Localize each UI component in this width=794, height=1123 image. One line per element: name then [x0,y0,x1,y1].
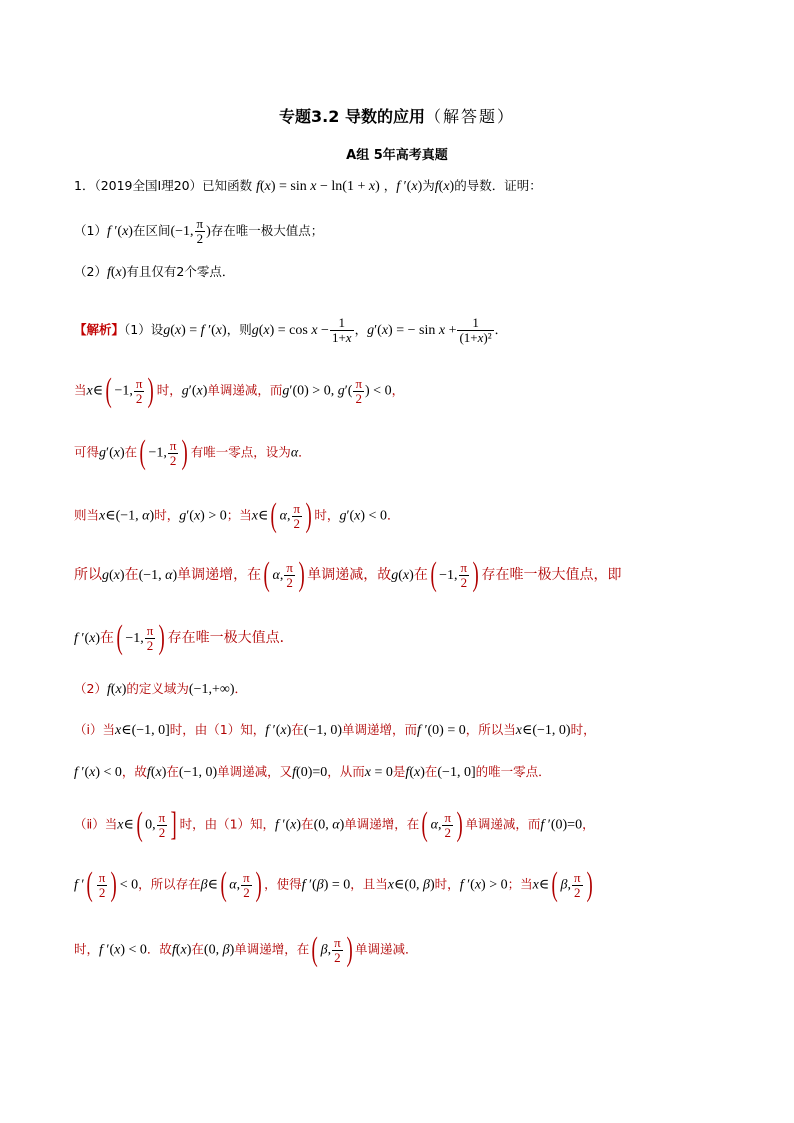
problem-line: 1．（2019全国Ⅰ理20）已知函数 f(x) = sin x − ln(1 + x) ，f ′(x)为f(x)的导数．证明： [74,178,542,194]
solution-line-11: f ′( $\frac{\pi}{2}$ ) < 0，所以存在β∈( α, $\frac{\pi}{2}$ ) ，使得f ′(β) = 0，且当x∈(0, β)时，f ′(x) > 0；当x∈( β, $\frac{\pi}{2}$ ) [74,866,593,903]
solution-line-2: 当x∈( −1, $\frac{\pi}{2}$ ) 时，g′(x)单调递减，而g′(0) > 0, g′( $\frac{\pi}{2}$ ) < 0， [74,372,405,409]
solution-line-3: 可得g′(x)在( −1, $\frac{\pi}{2}$ ) 有唯一零点，设为α． [74,434,311,471]
analysis-tag: 【解析】 [74,322,125,337]
question-2: （2）f(x)有且仅有2个零点． [74,264,235,280]
problem-source: 1．（2019全国Ⅰ理20）已知函数 [74,178,253,193]
solution-line-9: f ′(x) < 0，故f(x)在(−1, 0)单调递减，又f(0)=0，从而x = 0是f(x)在(−1, 0]的唯一零点． [74,764,551,780]
solution-line-1: 【解析】（1）设g(x) = f ′(x)，则g(x) = cos x − $\frac{1}{1+x}$ ，g′(x) = − sin x + $\frac{1}{\text{(1+x)²}}$ ． [74,315,508,345]
question-1: （1）f ′(x)在区间(−1, $\frac{\pi}{2}$ )存在唯一极大值点； [74,216,324,246]
title-sub: （解答题） [424,109,515,126]
function-def: f(x) = sin x − ln(1 + x) [256,179,380,194]
title-main: 专题3.2 导数的应用 [279,107,425,126]
solution-line-6: f ′(x)在( −1, $\frac{\pi}{2}$ ) 存在唯一极大值点． [74,619,294,656]
solution-line-8: （ⅰ）当x∈(−1, 0]时，由（1）知，f ′(x)在(−1, 0)单调递增，而f ′(0) = 0，所以当x∈(−1, 0)时， [74,722,596,738]
solution-line-5: 所以g(x)在(−1, α)单调递增，在( α, $\frac{\pi}{2}$ ) 单调递减，故g(x)在( −1, $\frac{\pi}{2}$ ) 存在唯一极大值点，即 [74,556,622,593]
page-title [0,104,794,127]
group-heading: A组 5年高考真题 [346,148,448,163]
solution-line-7: （2）f(x)的定义域为(−1,+∞)． [74,681,248,697]
solution-line-4: 则当x∈(−1, α)时，g′(x) > 0；当x∈( α, $\frac{\pi}{2}$ ) 时，g′(x) < 0． [74,497,400,534]
solution-line-10: （ⅱ）当x∈( 0, $\frac{\pi}{2}$ ] 时，由（1）知，f ′(x)在(0, α)单调递增，在( α, $\frac{\pi}{2}$ ) 单调递减，而f ′(0)=0， [74,806,595,843]
solution-line-12: 时，f ′(x) < 0．故f(x)在(0, β)单调递增，在( β, $\frac{\pi}{2}$ ) 单调递减． [74,931,418,968]
